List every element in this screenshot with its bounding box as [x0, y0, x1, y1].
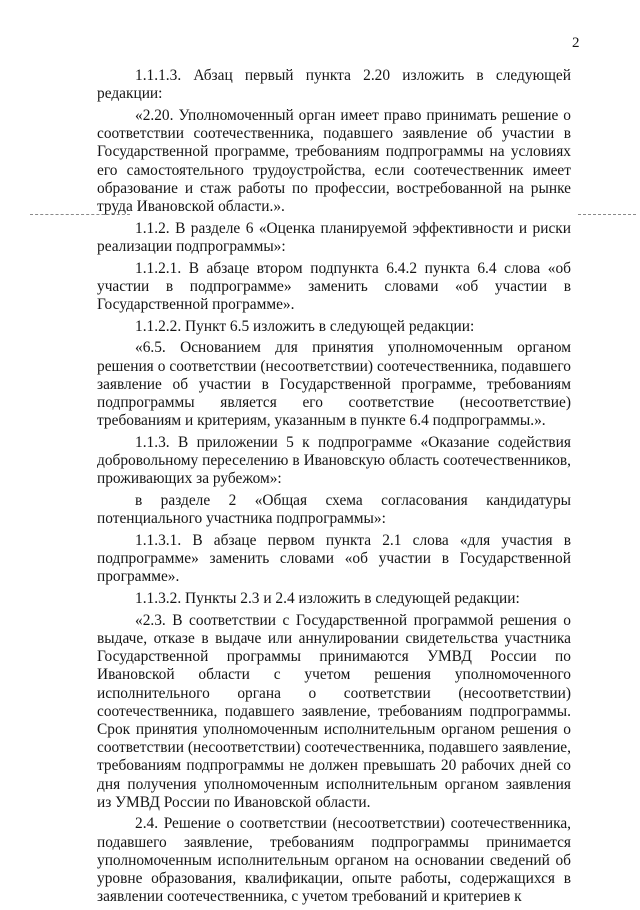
- paragraph-quote-6-5: «6.5. Основанием для принятия уполномоченным органом решения о соответствии (несоответствии) соотечественника, подавшего заявление об участии в Государственной программе, требованиям подпрограммы является его соответствие (несоответствие) требованиям и критериям, указанным в пункте 6.4 подпрограммы.».: [97, 339, 571, 430]
- paragraph-quote-2-3: «2.3. В соответствии с Государственной программой решения о выдаче, отказе в выдаче или аннулировании свидетельства участника Государственной программы принимаются УМВД России по Ивановской области с учетом решения уполномоченного исполнительного органа о соответствии (несоответствии) соотечественника, подавшего заявление, требованиям подпрограммы. Срок принятия уполномоченным исполнительным органом решения о соответствии (несоответствии) соотечественника, подавшего заявление, требованиям подпрограммы не должен превышать 20 рабочих дней со дня получения уполномоченным исполнительным органом заявления из УМВД России по Ивановской области.: [97, 611, 571, 811]
- paragraph-1-1-1-3: 1.1.1.3. Абзац первый пункта 2.20 изложить в следующей редакции:: [97, 67, 571, 103]
- document-body: [97, 67, 571, 910]
- paragraph-1-1-3: 1.1.3. В приложении 5 к подпрограмме «Оказание содействия добровольному переселению в Ивановскую область соотечественников, проживающих за рубежом»:: [97, 433, 571, 488]
- paragraph-1-1-2-1: 1.1.2.1. В абзаце втором подпункта 6.4.2 пункта 6.4 слова «об участии в подпрограмме» заменить словами «об участии в Государственной программе».: [97, 259, 571, 313]
- page-number: 2: [572, 35, 580, 51]
- paragraph-1-1-3-1: 1.1.3.1. В абзаце первом пункта 2.1 слова «для участия в подпрограмме» заменить словами «об участии в Государственной программе».: [97, 531, 571, 586]
- paragraph-section-2: в разделе 2 «Общая схема согласования кандидатуры потенциального участника подпрограммы»:: [97, 491, 571, 528]
- scan-artifact-line-right: [578, 214, 636, 215]
- paragraph-1-1-2: 1.1.2. В разделе 6 «Оценка планируемой эффективности и риски реализации подпрограммы»:: [97, 219, 571, 255]
- paragraph-1-1-3-2: 1.1.3.2. Пункты 2.3 и 2.4 изложить в следующей редакции:: [135, 589, 520, 607]
- paragraph-2-4: 2.4. Решение о соответствии (несоответствии) соотечественника, подавшего заявление, требованиям подпрограммы принимается уполномоченным исполнительным органом на основании сведений об уровне образования, квалификации, опыте работы, содержащихся в заявлении соотечественника, с учетом требований и критериев к: [97, 815, 571, 906]
- paragraph-quote-2-20: «2.20. Уполномоченный орган имеет право принимать решение о соответствии соотечественника, подавшего заявление об участии в Государственной программе, требованиям подпрограммы на условиях его самостоятельного трудоустройства, если соотечественник имеет образование и стаж работы по профессии, востребованной на рынке труда Ивановской области.».: [97, 106, 571, 215]
- paragraph-1-1-2-2: 1.1.2.2. Пункт 6.5 изложить в следующей редакции:: [135, 317, 475, 335]
